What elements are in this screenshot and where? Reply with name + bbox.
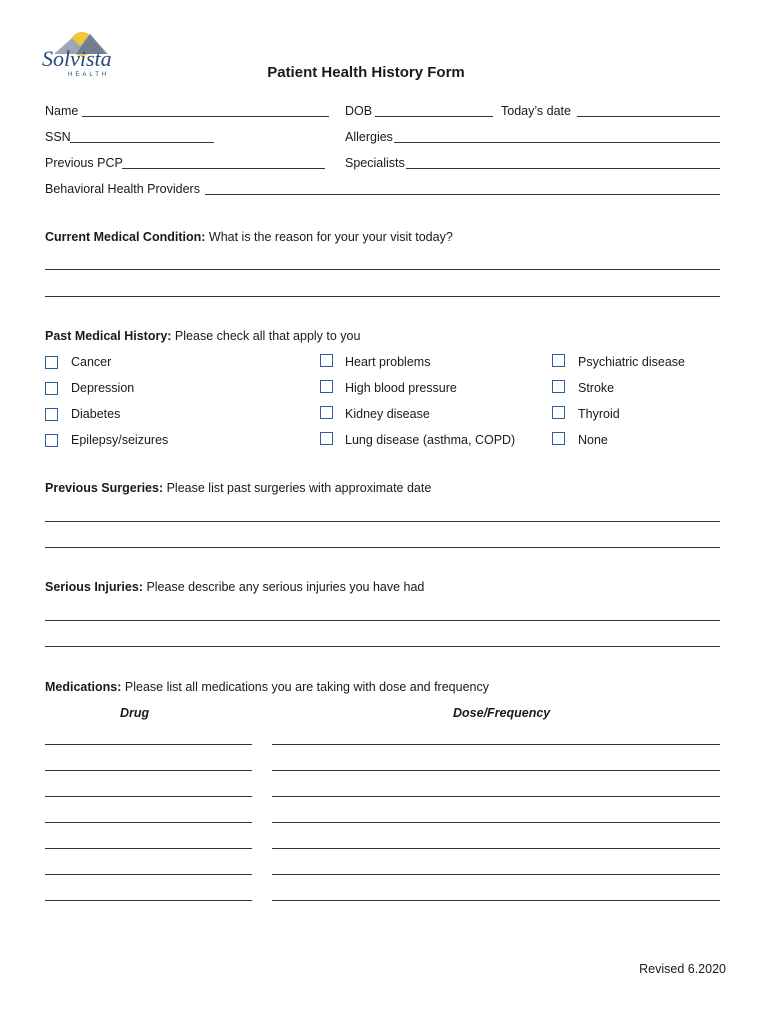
specialists-label: Specialists <box>345 156 405 170</box>
injuries-section <box>45 580 424 594</box>
drug-line-1[interactable] <box>45 743 252 745</box>
surgeries-prompt: Please list past surgeries with approximate date <box>166 481 432 495</box>
option-epilepsy: Epilepsy/seizures <box>71 433 169 447</box>
dob-label: DOB <box>345 104 373 118</box>
checkbox-depression[interactable] <box>45 382 58 395</box>
surgeries-section <box>45 481 431 495</box>
logo-brand: Solvista <box>42 46 112 71</box>
checkbox-thyroid[interactable] <box>552 406 565 419</box>
today-label: Today’s date <box>501 104 571 118</box>
dose-line-2[interactable] <box>272 769 720 771</box>
page-title: Patient Health History Form <box>267 64 465 81</box>
option-none: None <box>578 433 608 447</box>
past-history-heading: Past Medical History: <box>45 329 172 343</box>
current-condition-heading: Current Medical Condition: <box>45 230 206 244</box>
checkbox-cancer[interactable] <box>45 356 58 369</box>
logo-sub: HEALTH <box>68 72 110 78</box>
option-stroke: Stroke <box>578 381 615 395</box>
checkbox-epilepsy[interactable] <box>45 434 58 447</box>
dob-field[interactable] <box>375 104 493 117</box>
checkbox-heart-problems[interactable] <box>320 354 333 367</box>
drug-line-7[interactable] <box>45 899 252 901</box>
surgeries-line-2[interactable] <box>45 546 720 548</box>
ssn-label: SSN <box>45 130 71 144</box>
checkbox-kidney-disease[interactable] <box>320 406 333 419</box>
today-field[interactable] <box>577 104 720 117</box>
drug-line-2[interactable] <box>45 769 252 771</box>
allergies-field[interactable] <box>394 130 720 143</box>
drug-line-5[interactable] <box>45 847 252 849</box>
past-history-section <box>45 329 360 343</box>
behavioral-field[interactable] <box>205 182 720 195</box>
allergies-label: Allergies <box>345 130 393 144</box>
option-kidney-disease: Kidney disease <box>345 407 430 421</box>
injuries-heading: Serious Injuries: <box>45 580 143 594</box>
dose-column-header: Dose/Frequency <box>453 706 551 720</box>
checkbox-none[interactable] <box>552 432 565 445</box>
revision-note: Revised 6.2020 <box>639 962 726 976</box>
medications-section <box>45 680 489 694</box>
checkbox-diabetes[interactable] <box>45 408 58 421</box>
checkbox-high-blood-pressure[interactable] <box>320 380 333 393</box>
injuries-prompt: Please describe any serious injuries you have had <box>146 580 425 594</box>
past-history-prompt: Please check all that apply to you <box>174 329 361 343</box>
name-label: Name <box>45 104 79 118</box>
checkbox-lung-disease[interactable] <box>320 432 333 445</box>
option-cancer: Cancer <box>71 355 112 369</box>
dose-line-6[interactable] <box>272 873 720 875</box>
checkbox-psychiatric[interactable] <box>552 354 565 367</box>
dose-line-7[interactable] <box>272 899 720 901</box>
dose-line-3[interactable] <box>272 795 720 797</box>
injuries-line-1[interactable] <box>45 619 720 621</box>
pcp-label: Previous PCP <box>45 156 123 170</box>
injuries-line-2[interactable] <box>45 645 720 647</box>
specialists-field[interactable] <box>406 156 720 169</box>
current-condition-line-1[interactable] <box>45 268 720 270</box>
current-condition-line-2[interactable] <box>45 295 720 297</box>
drug-line-3[interactable] <box>45 795 252 797</box>
option-diabetes: Diabetes <box>71 407 121 421</box>
checkbox-stroke[interactable] <box>552 380 565 393</box>
ssn-field[interactable] <box>70 130 214 143</box>
drug-column-header: Drug <box>120 706 150 720</box>
current-condition-section <box>45 230 453 244</box>
dose-line-4[interactable] <box>272 821 720 823</box>
medications-heading: Medications: <box>45 680 122 694</box>
name-field[interactable] <box>82 104 329 117</box>
dose-line-5[interactable] <box>272 847 720 849</box>
option-heart-problems: Heart problems <box>345 355 431 369</box>
drug-line-6[interactable] <box>45 873 252 875</box>
option-high-blood-pressure: High blood pressure <box>345 381 457 395</box>
drug-line-4[interactable] <box>45 821 252 823</box>
option-depression: Depression <box>71 381 135 395</box>
option-lung-disease: Lung disease (asthma, COPD) <box>345 433 516 447</box>
current-condition-prompt: What is the reason for your your visit today? <box>208 230 453 244</box>
medications-prompt: Please list all medications you are taking with dose and frequency <box>124 680 489 694</box>
option-thyroid: Thyroid <box>578 407 620 421</box>
dose-line-1[interactable] <box>272 743 720 745</box>
behavioral-label: Behavioral Health Providers <box>45 182 200 196</box>
pcp-field[interactable] <box>122 156 325 169</box>
surgeries-heading: Previous Surgeries: <box>45 481 164 495</box>
surgeries-line-1[interactable] <box>45 520 720 522</box>
option-psychiatric: Psychiatric disease <box>578 355 685 369</box>
